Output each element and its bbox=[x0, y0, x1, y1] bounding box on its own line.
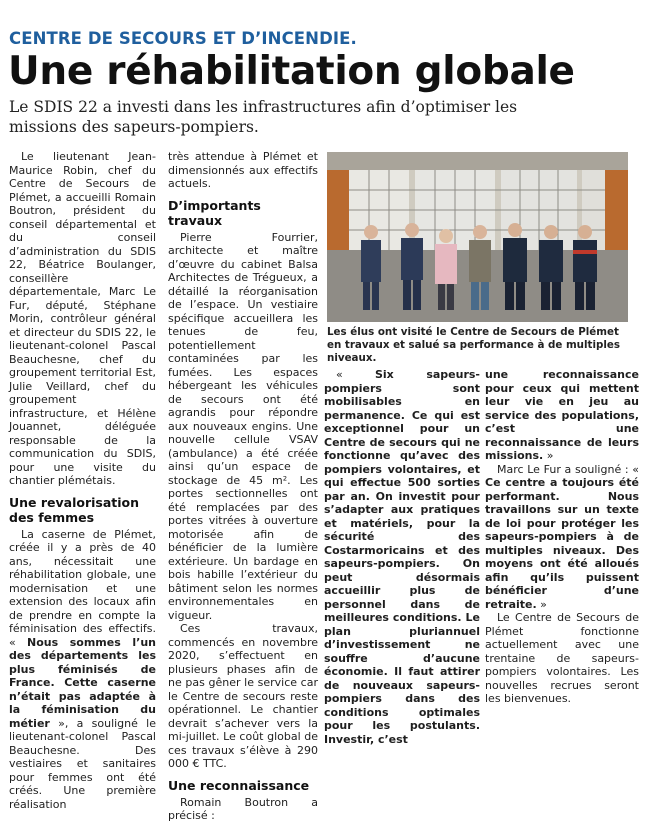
paragraph-conclusion: Le Centre de Secours de Plémet fonctionne actuellement avec une trentaine de sapeurs-pompiers volontaires. Les nouvelles recrues seront les bienvenues. bbox=[485, 611, 639, 705]
standfirst: Le SDIS 22 a investi dans les infrastructures afin d’optimiser les missions des sapeurs-pompiers. bbox=[9, 98, 518, 136]
paragraph-le-fur: Marc Le Fur a souligné : « Ce centre a toujours été performant. Nous travaillons sur un texte de loi pour protéger les sapeurs-pompiers à de multiples niveaux. Des moyens ont été alloués afin qu’ils puissent bénéficier d’une retraite. » bbox=[485, 462, 639, 611]
subhead-revalorisation: Une revalorisation des femmes bbox=[9, 494, 140, 525]
column-3 bbox=[324, 368, 480, 746]
headline: Une réhabilitation globale bbox=[8, 49, 575, 94]
paragraph-intro: Le lieutenant Jean-Maurice Robin, chef du Centre de Secours de Plémet, a accueilli Romain Boutron, président du conseil départemental et du conseil d’administration du SDIS 22, Béatrice Boulanger, conseillère départementale, Marc Le Fur, député, Stéphane Morin, contrôleur général et directeur du SDIS 22, le lieutenant-colonel Pascal Beauchesne, chef du groupement territorial Est, Julie Veillard, chef du groupement infrastructure, et Hélène Jouannet, déléguée responsable de la communication du SDIS, pour une visite du chantier plémétais. bbox=[9, 150, 156, 487]
photo-firefighters-group bbox=[327, 152, 628, 322]
subhead-reconnaissance: Une reconnaissance bbox=[168, 777, 310, 793]
article-photo bbox=[327, 152, 628, 322]
paragraph-caserne: La caserne de Plémet, créée il y a près de 40 ans, nécessitait une réhabilitation globale, une modernisation et une extension des locaux afin de prendre en compte la féminisation des effectifs. « Nous sommes l’un des départements les plus féminisés de France. Cette caserne n’était pas adaptée à la féminisation du métier », a souligné le lieutenant-colonel Pascal Beauchesne. Des vestiaires et sanitaires pour femmes ont été créés. Une première réalisation bbox=[9, 527, 156, 811]
paragraph-quote-end: une reconnaissance pour ceux qui mettent leur vie en jeu au service des populations, c’est une reconnaissance de leurs missions. » bbox=[485, 368, 639, 462]
kicker: CENTRE DE SECOURS ET D’INCENDIE. bbox=[9, 29, 357, 48]
paragraph-travaux-dates: Ces travaux, commencés en novembre 2020, s’effectuent en plusieurs phases afin de ne pas gêner le service car le Centre de secours reste opérationnel. Le chantier devrait s’achever vers la mi-juillet. Le coût global de ces travaux s’élève à 290 000 € TTC. bbox=[168, 622, 318, 770]
paragraph-continued: très attendue à Plémet et dimensionnés aux effectifs actuels. bbox=[168, 150, 318, 190]
photo-caption: Les élus ont visité le Centre de Secours de Plémet en travaux et salué sa performance à de multiples niveaux. bbox=[327, 326, 620, 364]
subhead-travaux: D’importants travaux bbox=[168, 197, 261, 228]
column-4 bbox=[485, 368, 639, 705]
paragraph-boutron: Romain Boutron a précisé : bbox=[168, 795, 318, 822]
paragraph-architecte: Pierre Fourrier, architecte et maître d’œuvre du cabinet Balsa Architectes de Trégueux, a détaillé la réorganisation de l’espace. Un vestiaire spécifique accueillera les tenues de feu, potentiellement contaminées par les fumées. Les espaces hébergeant les véhicules de secours ont été agrandis pour répondre aux nouveaux engins. Une nouvelle cellule VSAV (ambulance) a été créée ainsi qu’un espace de stockage de 45 m². Les portes sectionnelles ont été remplacées par des portes vitrées à ouverture motorisée afin de bénéficier de la lumière extérieure. Un bardage en bois habille l’extérieur du bâtiment selon les normes environnementales en vigueur. bbox=[168, 230, 318, 622]
column-1 bbox=[9, 150, 156, 811]
paragraph-quote-boutron: « Six sapeurs-pompiers sont mobilisables en permanence. Ce qui est exceptionnel pour un Centre de secours qui ne fonctionne qu’avec des pompiers volontaires, et qui effectue 500 sorties par an. On investit pour s’adapter aux pratiques et matériels, pour la sécurité des Costarmoricains et des sapeurs-pompiers. On peut désormais accueillir plus de personnel dans de meilleures conditions. Le plan pluriannuel d’investissement ne souffre d’aucune économie. Il faut attirer de nouveaux sapeurs-pompiers dans des conditions optimales pour les postulants. Investir, c’est bbox=[324, 368, 480, 746]
column-2 bbox=[168, 150, 318, 822]
